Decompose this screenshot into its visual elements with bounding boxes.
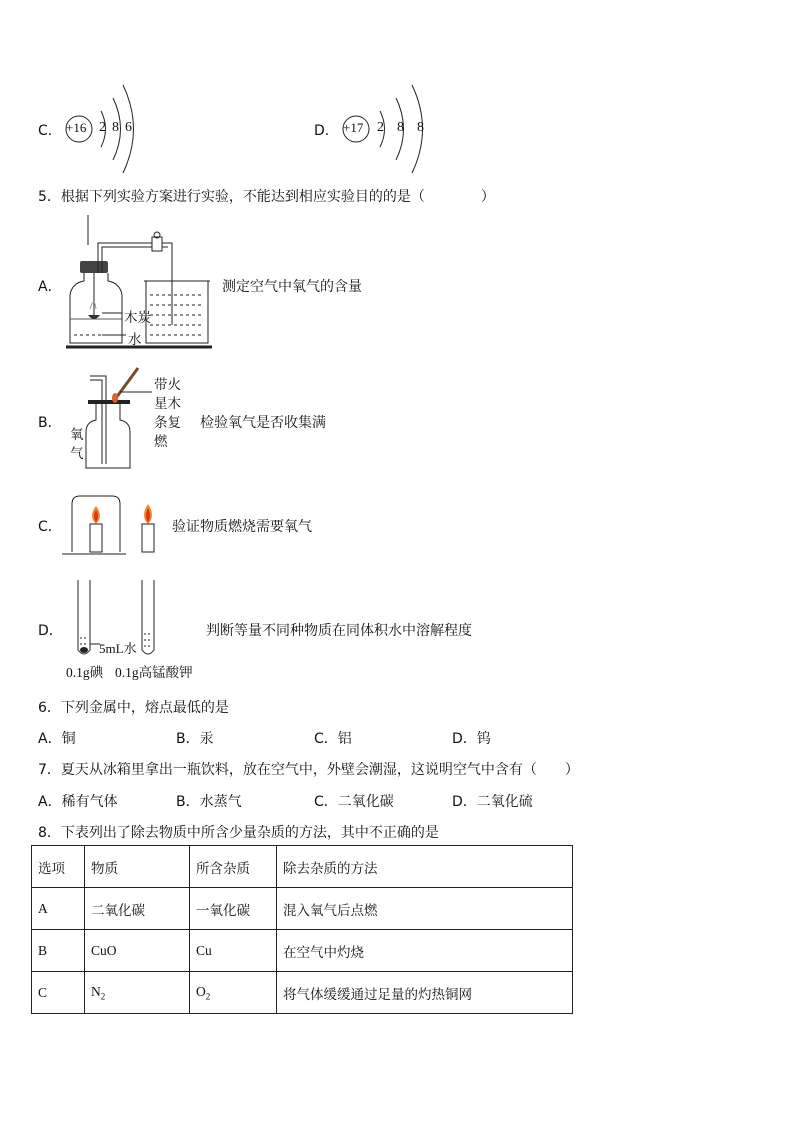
q5-b-label-splint-line-2: 星木 bbox=[154, 396, 181, 412]
option-c-letter: C． bbox=[38, 123, 62, 139]
q5-a-label-water: 水 bbox=[128, 332, 142, 348]
q5-stem: 5．根据下列实验方案进行实验，不能达到相应实验目的的是（ ） bbox=[38, 189, 495, 205]
shell-count-c-1: 2 bbox=[99, 120, 106, 135]
q7-option-d[interactable]: D．二氧化硫 bbox=[452, 794, 533, 810]
table-row bbox=[32, 888, 573, 930]
row-c-impurity-subscript: 2 bbox=[205, 991, 211, 1002]
q5-option-a-letter: A． bbox=[38, 279, 62, 295]
q6-option-c[interactable]: C．铝 bbox=[314, 731, 352, 747]
row-c-impurity-symbol: O bbox=[196, 983, 206, 999]
q5-c-candles bbox=[60, 494, 170, 558]
q5-option-d-letter: D． bbox=[38, 623, 63, 639]
option-d-letter: D． bbox=[314, 123, 339, 139]
q7-option-a[interactable]: A．稀有气体 bbox=[38, 794, 118, 810]
row-b-option: B bbox=[32, 930, 85, 972]
row-a-method: 混入氧气后点燃 bbox=[277, 888, 573, 930]
q6-option-b[interactable]: B．汞 bbox=[176, 731, 214, 747]
nucleus-charge-c: +16 bbox=[66, 120, 87, 135]
header-option: 选项 bbox=[32, 846, 85, 888]
row-a-impurity: 一氧化碳 bbox=[190, 888, 277, 930]
row-c-impurity bbox=[190, 972, 277, 1014]
atom-diagram-d bbox=[336, 80, 446, 180]
q5-b-label-oxygen-line-1: 氧 bbox=[70, 427, 84, 443]
row-c-option: C bbox=[32, 972, 85, 1014]
q5-b-label-splint bbox=[154, 376, 181, 452]
q5-b-label-splint-line-4: 燃 bbox=[154, 434, 168, 450]
header-impurity: 所含杂质 bbox=[190, 846, 277, 888]
q5-a-label-charcoal: 木炭 bbox=[124, 310, 151, 326]
q5-a-description: 测定空气中氧气的含量 bbox=[222, 279, 362, 295]
row-a-option: A bbox=[32, 888, 85, 930]
q5-d-label-iodine: 0.1g碘 bbox=[66, 665, 104, 680]
q7-option-b[interactable]: B．水蒸气 bbox=[176, 794, 242, 810]
shell-count-d-1: 2 bbox=[377, 120, 384, 135]
table-header-row bbox=[32, 846, 573, 888]
shell-count-c-2: 8 bbox=[112, 120, 119, 135]
q5-option-b-letter: B． bbox=[38, 415, 62, 431]
q5-b-label-oxygen bbox=[70, 426, 84, 464]
q5-c-description: 验证物质燃烧需要氧气 bbox=[172, 519, 312, 535]
q5-b-label-splint-line-1: 带火 bbox=[154, 377, 181, 393]
row-c-substance-subscript: 2 bbox=[100, 991, 106, 1002]
q6-option-a[interactable]: A．铜 bbox=[38, 731, 76, 747]
row-c-substance bbox=[85, 972, 190, 1014]
shell-count-d-3: 8 bbox=[417, 120, 424, 135]
q8-stem: 8．下表列出了除去物质中所含少量杂质的方法，其中不正确的是 bbox=[38, 825, 439, 841]
q5-d-label-water: 5mL水 bbox=[99, 641, 137, 656]
q5-b-description: 检验氧气是否收集满 bbox=[200, 415, 326, 431]
q5-b-label-oxygen-line-2: 气 bbox=[70, 446, 84, 462]
q6-stem: 6．下列金属中，熔点最低的是 bbox=[38, 700, 229, 716]
q7-stem: 7．夏天从冰箱里拿出一瓶饮料，放在空气中，外壁会潮湿，这说明空气中含有（ ） bbox=[38, 762, 579, 778]
shell-count-d-2: 8 bbox=[397, 120, 404, 135]
q5-option-c-letter: C． bbox=[38, 519, 62, 535]
row-c-method: 将气体缓缓通过足量的灼热铜网 bbox=[277, 972, 573, 1014]
shell-count-c-3: 6 bbox=[125, 120, 132, 135]
row-b-substance: CuO bbox=[85, 930, 190, 972]
table-row bbox=[32, 930, 573, 972]
row-b-impurity: Cu bbox=[190, 930, 277, 972]
nucleus-charge-d: +17 bbox=[343, 120, 364, 135]
q5-d-description: 判断等量不同种物质在同体积水中溶解程度 bbox=[206, 623, 472, 639]
q6-option-d[interactable]: D．钨 bbox=[452, 731, 491, 747]
header-substance: 物质 bbox=[85, 846, 190, 888]
row-a-substance: 二氧化碳 bbox=[85, 888, 190, 930]
table-row bbox=[32, 972, 573, 1014]
q7-option-c[interactable]: C．二氧化碳 bbox=[314, 794, 394, 810]
q5-d-label-kmno4: 0.1g高锰酸钾 bbox=[115, 665, 193, 680]
row-c-substance-symbol: N bbox=[91, 983, 101, 999]
impurity-table bbox=[31, 845, 573, 1014]
row-b-method: 在空气中灼烧 bbox=[277, 930, 573, 972]
header-method: 除去杂质的方法 bbox=[277, 846, 573, 888]
atom-diagram-c bbox=[60, 80, 170, 180]
q5-b-label-splint-line-3: 条复 bbox=[154, 415, 181, 431]
